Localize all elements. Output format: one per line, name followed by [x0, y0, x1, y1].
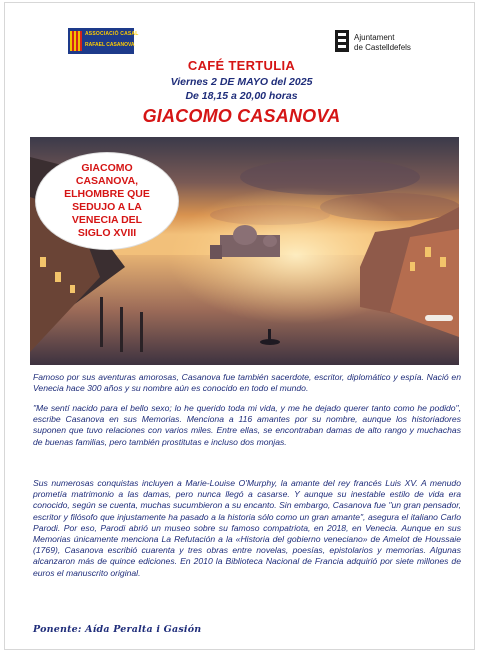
event-time: De 18,15 a 20,00 horas: [185, 90, 298, 102]
casal-logo: [68, 28, 139, 54]
ajuntament-line2: de Castelldefels: [354, 43, 411, 52]
castle-icon: [335, 30, 349, 52]
paragraph-conquistas: Sus numerosas conquistas incluyen a Marie-Louise O'Murphy, la amante del rey francés Luis XV. A menudo prometía matrimonio a las damas, pero nunca llegó a casarse. Y aunque su inestable estilo de vida era conocido, según se cuenta, muchas sucumbieron a su encanto. Sin embargo, Casanova fue "un gran pensador, escritor y filósofo que injustamente ha pasado a la historia sólo como un gran amante", asegura el italiano Carlo Parodi. Por eso, Parodi abrió un museo sobre su famoso compatriota, en 2018, en Venecia. Aunque en sus Memorias únicamente menciona La Refutación a la «Historia del gobierno veneciano» de Amelot de Houssaie (1769), Casanova escribió cuarenta y tres obras entre novelas, poesías, epistolarios y memorias. Algunas alcanzaron más de quince ediciones. En 2010 la Biblioteca Nacional de Francia adquirió por siete millones de euros el manuscrito original.: [33, 478, 461, 578]
event-subject: GIACOMO CASANOVA: [142, 106, 341, 126]
event-title: CAFÉ TERTULIA: [187, 58, 296, 73]
callout-oval: [36, 153, 178, 249]
speaker-line: Ponente: Aída Peralta i Gasión: [33, 624, 202, 635]
ajuntament-line1: Ajuntament: [354, 33, 395, 42]
casal-logo-line1: ASSOCIACIÓ CASAL: [85, 31, 139, 37]
paragraph-intro: Famoso por sus aventuras amorosas, Casanova fue también sacerdote, escritor, diplomático y espía. Nació en Venecia hace 300 años y su nombre aún es conocido en todo el mundo.: [33, 372, 461, 394]
event-date: Viernes 2 DE MAYO del 2025: [170, 76, 313, 88]
ajuntament-logo: [335, 28, 450, 56]
paragraph-memorias: "Me sentí nacido para el bello sexo; lo he querido toda mi vida, y me he dejado querer tanto como he podido", escribe Casanova en sus Memorias. Menciona a 116 amantes por su nombre, aunque los historiadores suponen que tuvo relaciones con varios miles. Entre ellas, se encontraban damas de alto rango y muchachas de buenas familias, pero también prostitutas e incluso dos monjas.: [33, 403, 461, 447]
senyera-icon: [70, 31, 82, 51]
callout-text: GIACOMO CASANOVA, ELHOMBRE QUE SEDUJO A LA VENECIA DEL SIGLO XVIII: [64, 162, 150, 239]
casal-logo-line2: RAFAEL CASANOVA: [85, 42, 135, 48]
